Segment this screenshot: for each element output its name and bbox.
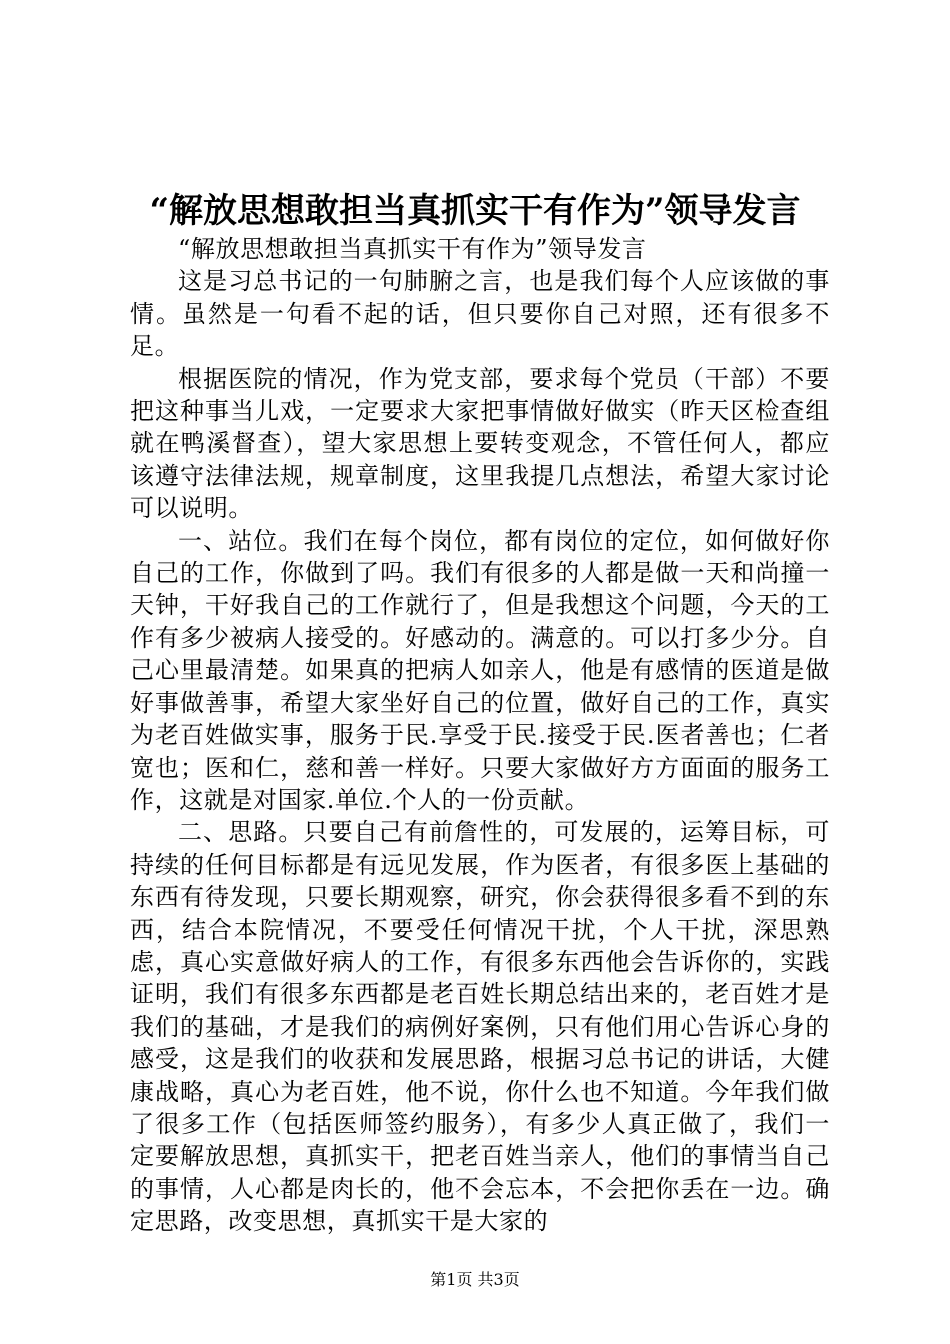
page-number: 第1页 共3页 bbox=[430, 1270, 520, 1289]
paragraph-section-2: 二、思路。只要自己有前詹性的，可发展的，运筹目标，可持续的任何目标都是有远见发展，作为医者，有很多医上基础的东西有待发现，只要长期观察，研究，你会获得很多看不到的东西，结合本院情况，不要受任何情况干扰，个人干扰，深思熟虑，真心实意做好病人的工作，有很多东西他会告诉你的，实践证明，我们有很多东西都是老百姓长期总结出来的，老百姓才是我们的基础，才是我们的病例好案例，只有他们用心告诉心身的感受，这是我们的收获和发展思路，根据习总书记的讲话，大健康战略，真心为老百姓，他不说，你什么也不知道。今年我们做了很多工作（包括医师签约服务），有多少人真正做了，我们一定要解放思想，真抓实干，把老百姓当亲人，他们的事情当自己的事情，人心都是肉长的，他不会忘本，不会把你丢在一边。确定思路，改变思想，真抓实干是大家的 bbox=[130, 818, 830, 1236]
paragraph-context: 根据医院的情况，作为党支部，要求每个党员（干部）不要把这种事当儿戏，一定要求大家把事情做好做实（昨天区检查组就在鸭溪督查），望大家思想上要转变观念，不管任何人，都应该遵守法律法规，规章制度，这里我提几点想法，希望大家讨论可以说明。 bbox=[130, 364, 830, 523]
document-title: “解放思想敢担当真抓实干有作为”领导发言 bbox=[149, 191, 801, 231]
paragraph-section-1: 一、站位。我们在每个岗位，都有岗位的定位，如何做好你自己的工作，你做到了吗。我们有很多的人都是做一天和尚撞一天钟，干好我自己的工作就行了，但是我想这个问题，今天的工作有多少被病人接受的。好感动的。满意的。可以打多少分。自己心里最清楚。如果真的把病人如亲人，他是有感情的医道是做好事做善事，希望大家坐好自己的位置，做好自己的工作，真实为老百姓做实事，服务于民.享受于民.接受于民.医者善也；仁者宽也；医和仁，慈和善一样好。只要大家做好方方面面的服务工作，这就是对国家.单位.个人的一份贡献。 bbox=[130, 526, 830, 814]
document-body bbox=[130, 233, 830, 1238]
paragraph-intro: 这是习总书记的一句肺腑之言，也是我们每个人应该做的事情。虽然是一句看不起的话，但只要你自己对照，还有很多不足。 bbox=[130, 267, 830, 361]
paragraph-subtitle: “解放思想敢担当真抓实干有作为”领导发言 bbox=[178, 235, 647, 263]
